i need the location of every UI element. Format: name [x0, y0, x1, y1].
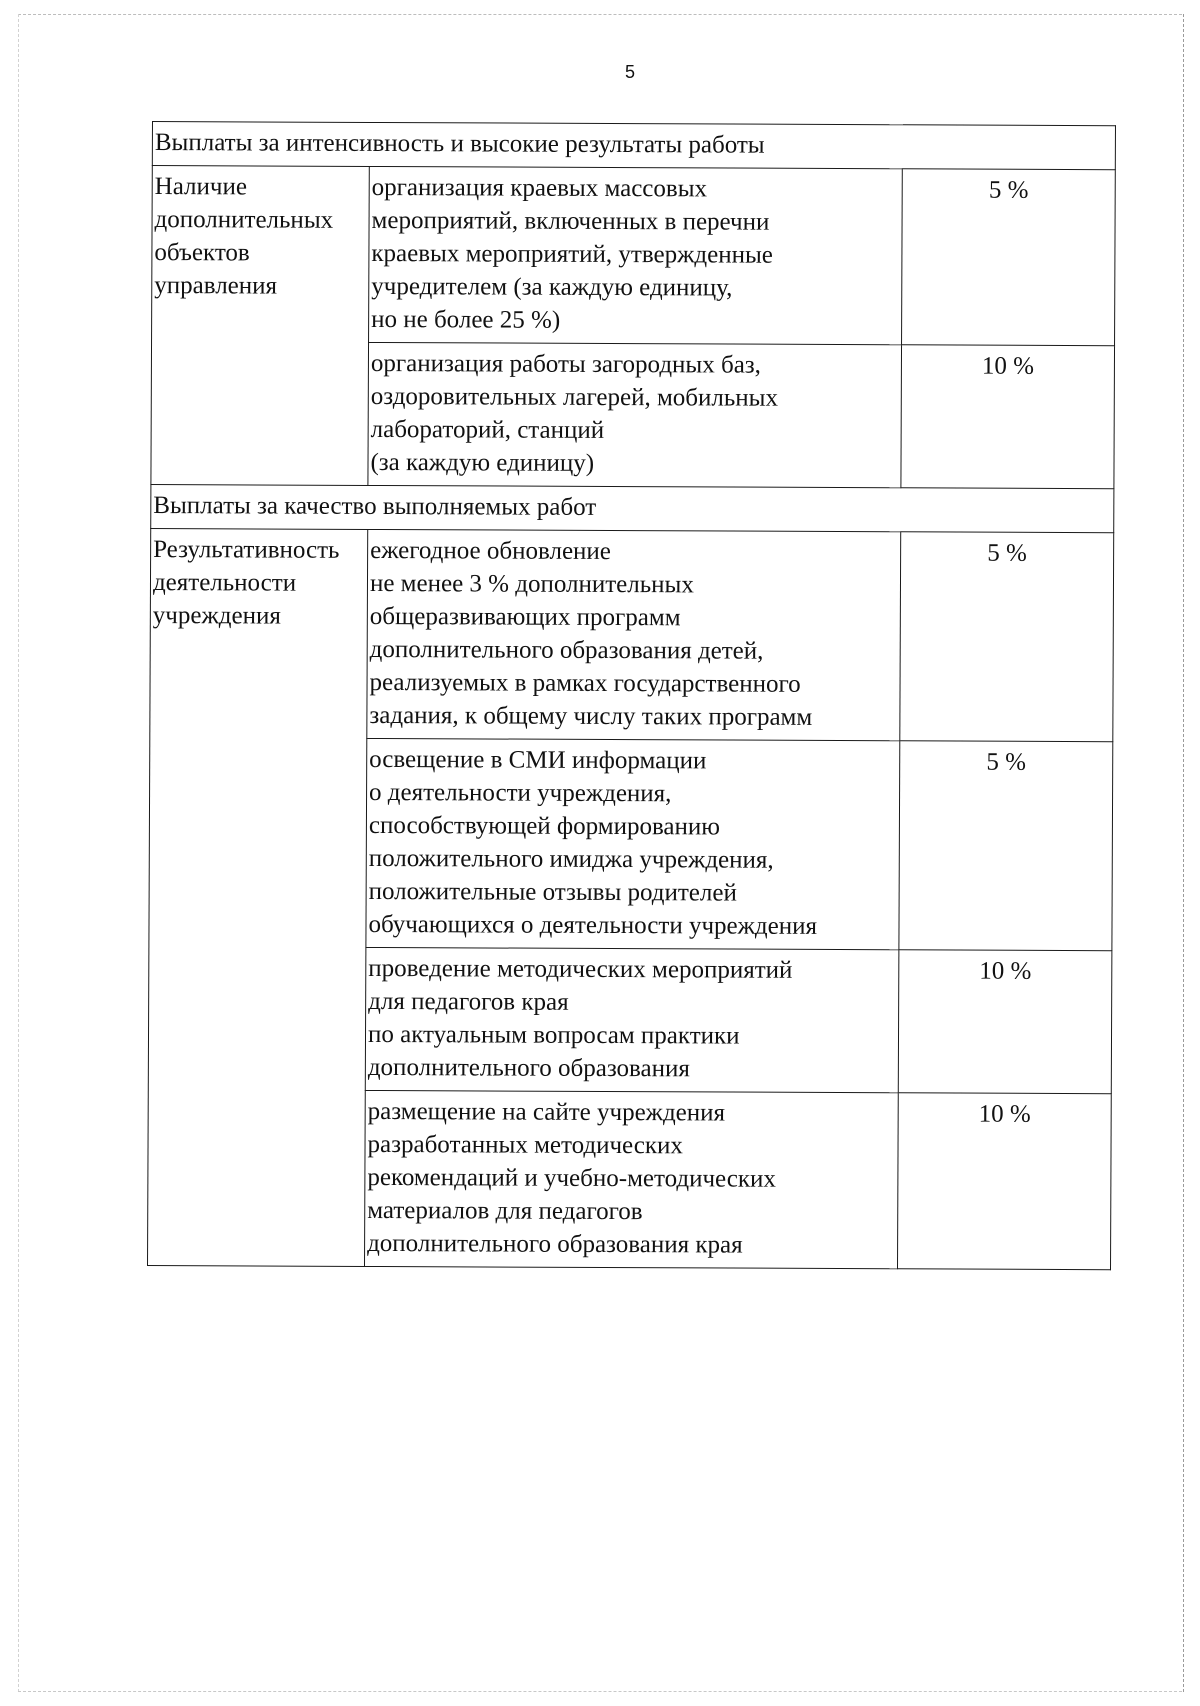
scan-edge-top — [18, 14, 1182, 15]
amount-cell: 5 % — [899, 741, 1113, 951]
section-title: Выплаты за интенсивность и высокие результаты работы — [152, 122, 1115, 170]
condition-cell: организация краевых массовых мероприятий, включенных в перечни краевых мероприятий, утвержденные учредителем (за каждую единицу, но не более 25 %) — [369, 166, 903, 344]
section-title: Выплаты за качество выполняемых работ — [151, 484, 1114, 532]
page-number: 5 — [624, 62, 635, 82]
table-row — [152, 166, 1116, 346]
amount-cell: 10 % — [897, 1093, 1111, 1270]
scan-edge-right — [1183, 14, 1184, 1692]
amount-cell: 10 % — [898, 950, 1112, 1094]
scan-edge-left — [18, 14, 19, 1692]
condition-cell: освещение в СМИ информации о деятельности учреждения, способствующей формированию положительного имиджа учреждения, положительные отзывы родителей обучающихся о деятельности учреждения — [366, 738, 900, 949]
criterion-cell: Результативность деятельности учреждения — [148, 528, 368, 1266]
section-header-row — [151, 484, 1114, 532]
condition-cell: организация работы загородных баз, оздоровительных лагерей, мобильных лабораторий, станций (за каждую единицу) — [368, 342, 902, 487]
amount-cell: 5 % — [900, 532, 1114, 742]
payments-table — [147, 121, 1116, 1270]
scan-edge-bottom — [18, 1691, 1182, 1692]
condition-cell: размещение на сайте учреждения разработанных методических рекомендаций и учебно-методических материалов для педагогов дополнительного образования края — [365, 1090, 899, 1268]
criterion-cell: Наличие дополнительных объектов управления — [151, 166, 369, 486]
condition-cell: проведение методических мероприятий для педагогов края по актуальным вопросам практики дополнительного образования — [365, 947, 899, 1092]
table-row — [150, 528, 1114, 741]
condition-cell: ежегодное обновление не менее 3 % дополнительных общеразвивающих программ дополнительного образования детей, реализуемых в рамках государственного задания, к общему числу таких программ — [367, 529, 901, 740]
amount-cell: 5 % — [902, 169, 1116, 346]
section-header-row — [152, 122, 1115, 170]
amount-cell: 10 % — [901, 345, 1115, 489]
